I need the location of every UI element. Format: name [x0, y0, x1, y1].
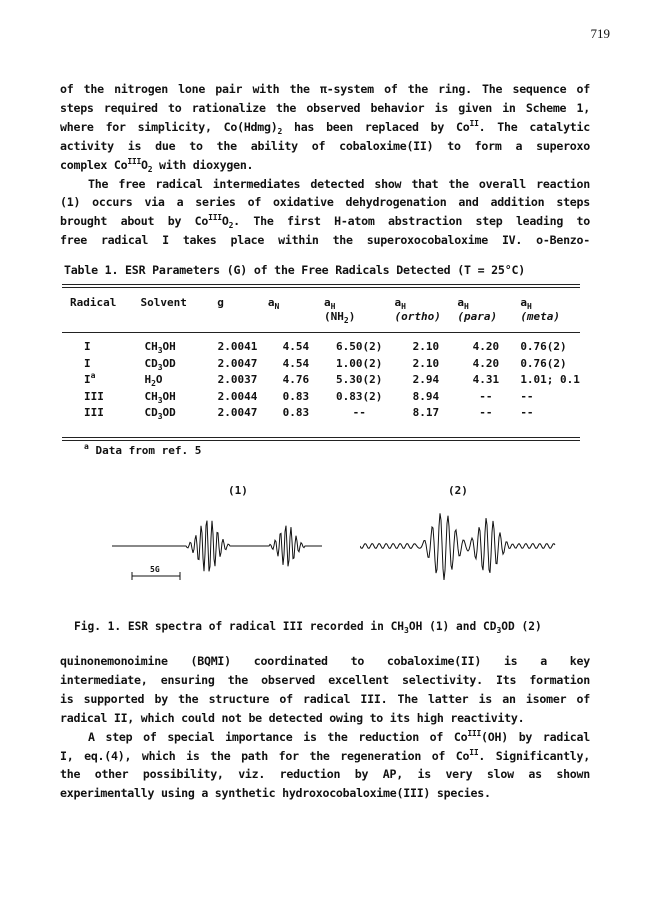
col-ah-nh2: $a_H$ $(NH_2)$ — [323, 296, 356, 325]
table-row — [62, 372, 580, 389]
spectrum-2-label: (2) — [448, 484, 468, 497]
table-body — [62, 339, 580, 422]
spectrum-1-trace — [112, 521, 322, 572]
table-cell: -- — [479, 389, 493, 403]
table-cell: 4.20 — [472, 356, 500, 370]
col-solvent: Solvent — [140, 296, 187, 309]
table-cell: 2.10 — [412, 356, 440, 370]
table-caption: Table 1. ESR Parameters (G) of the Free Radicals Detected (T = 25°C) — [64, 263, 526, 277]
table-cell: 0.83 — [282, 406, 310, 419]
table-header-row — [62, 290, 580, 324]
spectrum-1-label: (1) — [228, 484, 248, 497]
text-line: A step of special importance is the reduction of $Co^{III}(OH)$ by radical — [88, 728, 591, 744]
table-cell: 8.94 — [412, 389, 440, 403]
text-line: (1) occurs via a series of oxidative dehydrogenation and addition steps — [60, 195, 590, 210]
col-ah-ortho: $a_H$ (ortho) — [394, 296, 441, 323]
text-line: brought about by $Co^{III}O_2$. The first H-atom abstraction step leading to — [60, 213, 590, 231]
table-cell: -- — [520, 406, 534, 419]
table-row — [62, 389, 580, 406]
col-an: $a_N$ — [267, 296, 280, 311]
table-cell: III — [84, 389, 104, 403]
table-bottom-rule-2 — [62, 440, 580, 441]
figure-caption: Fig. 1. ESR spectra of radical III recorded in $CH_3OH$ (1) and $CD_3OD$ (2) — [74, 620, 542, 635]
table-footnote: $^a$ Data from ref. 5 — [84, 442, 202, 457]
table-cell: $I^a$ — [84, 371, 96, 386]
text-line: activity is due to the ability of cobaloxime(II) to form a superoxo — [60, 138, 590, 153]
table-cell: 0.76(2) — [520, 340, 567, 353]
text-line: of the nitrogen lone pair with the π-system of the ring. The sequence of — [60, 82, 590, 96]
text-line: the other possibility, viz. reduction by AP, is very slow as shown — [60, 767, 590, 782]
table-row — [62, 339, 580, 356]
table-cell: 4.54 — [282, 340, 310, 353]
table-cell: 2.0047 — [217, 406, 258, 419]
table-cell: 8.17 — [412, 406, 440, 419]
text-line: The free radical intermediates detected show that the overall reaction — [88, 176, 590, 191]
table-cell: 2.0037 — [217, 373, 258, 386]
table-bottom-rule — [62, 437, 580, 438]
spectrum-2-trace — [360, 513, 555, 580]
text-line: steps required to rationalize the observed behavior is given in Scheme 1, — [60, 100, 590, 115]
table-cell: $CD_3OD$ — [144, 356, 176, 372]
table-cell: 0.83 — [282, 389, 310, 403]
table-cell: $CD_3OD$ — [144, 406, 176, 421]
table-cell: 4.76 — [282, 373, 310, 386]
col-ah-para: $a_H$ (para) — [457, 296, 498, 323]
table-cell: 2.0041 — [217, 340, 258, 353]
table-cell: 4.31 — [472, 373, 500, 386]
esr-table — [62, 290, 580, 422]
table-cell: 2.0044 — [217, 389, 258, 403]
table-cell: 2.10 — [412, 340, 440, 353]
paragraph-3 — [60, 652, 590, 803]
esr-spectrum-1 — [112, 500, 332, 600]
col-radical: Radical — [70, 296, 117, 309]
esr-spectrum-2 — [360, 500, 560, 600]
text-line: intermediate, ensuring the observed excellent selectivity. Its formation — [60, 672, 590, 687]
table-cell: $CH_3OH$ — [144, 340, 176, 355]
paragraph-1 — [60, 80, 590, 250]
table-top-rule — [62, 284, 580, 285]
table-cell: 2.94 — [412, 373, 440, 386]
table-cell: -- — [520, 389, 534, 403]
text-line: is supported by the structure of radical III. The latter is an isomer of — [60, 691, 590, 706]
text-line: experimentally using a synthetic hydroxocobaloxime(III) species. — [60, 786, 491, 801]
table-cell: -- — [352, 406, 366, 419]
table-cell: 0.76(2) — [520, 356, 567, 370]
table-cell: I — [84, 356, 91, 370]
table-top-rule-2 — [62, 287, 580, 288]
table-row — [62, 356, 580, 373]
table-cell: 6.50(2) — [336, 340, 383, 353]
table-cell: 0.83(2) — [336, 389, 383, 403]
table-cell: $H_2O$ — [144, 373, 163, 388]
text-line: radical II, which could not be detected owing to its high reactivity. — [60, 710, 525, 725]
table-cell: III — [84, 406, 104, 419]
text-line: complex $Co^{III}O_2$ with dioxygen. — [60, 156, 254, 174]
page-number: 719 — [590, 26, 610, 41]
text-line: where for simplicity, $Co(Hdmg)_2$ has been replaced by $Co^{II}$. The catalytic — [60, 118, 590, 136]
table-row — [62, 405, 580, 422]
table-cell: 5.30(2) — [336, 373, 383, 386]
text-line: free radical I takes place within the superoxocobaloxime IV. o-Benzo- — [60, 233, 590, 248]
scale-label: 5G — [150, 565, 160, 574]
table-cell: I — [84, 340, 91, 353]
table-cell: 2.0047 — [217, 356, 258, 370]
col-ah-meta: $a_H$ (meta) — [520, 296, 561, 323]
table-cell: 1.00(2) — [336, 356, 383, 370]
table-cell: -- — [479, 406, 493, 419]
col-g: g — [217, 296, 224, 309]
table-cell: 1.01; 0.1 — [520, 373, 580, 386]
table-cell: 4.20 — [472, 340, 500, 353]
table-cell: $CH_3OH$ — [144, 389, 176, 405]
text-line: quinonemonoimine (BQMI) coordinated to cobaloxime(II) is a key — [60, 654, 590, 668]
text-line: I, eq.(4), which is the path for the regeneration of $Co^{II}$. Significantly, — [60, 747, 590, 763]
table-cell: 4.54 — [282, 356, 310, 370]
